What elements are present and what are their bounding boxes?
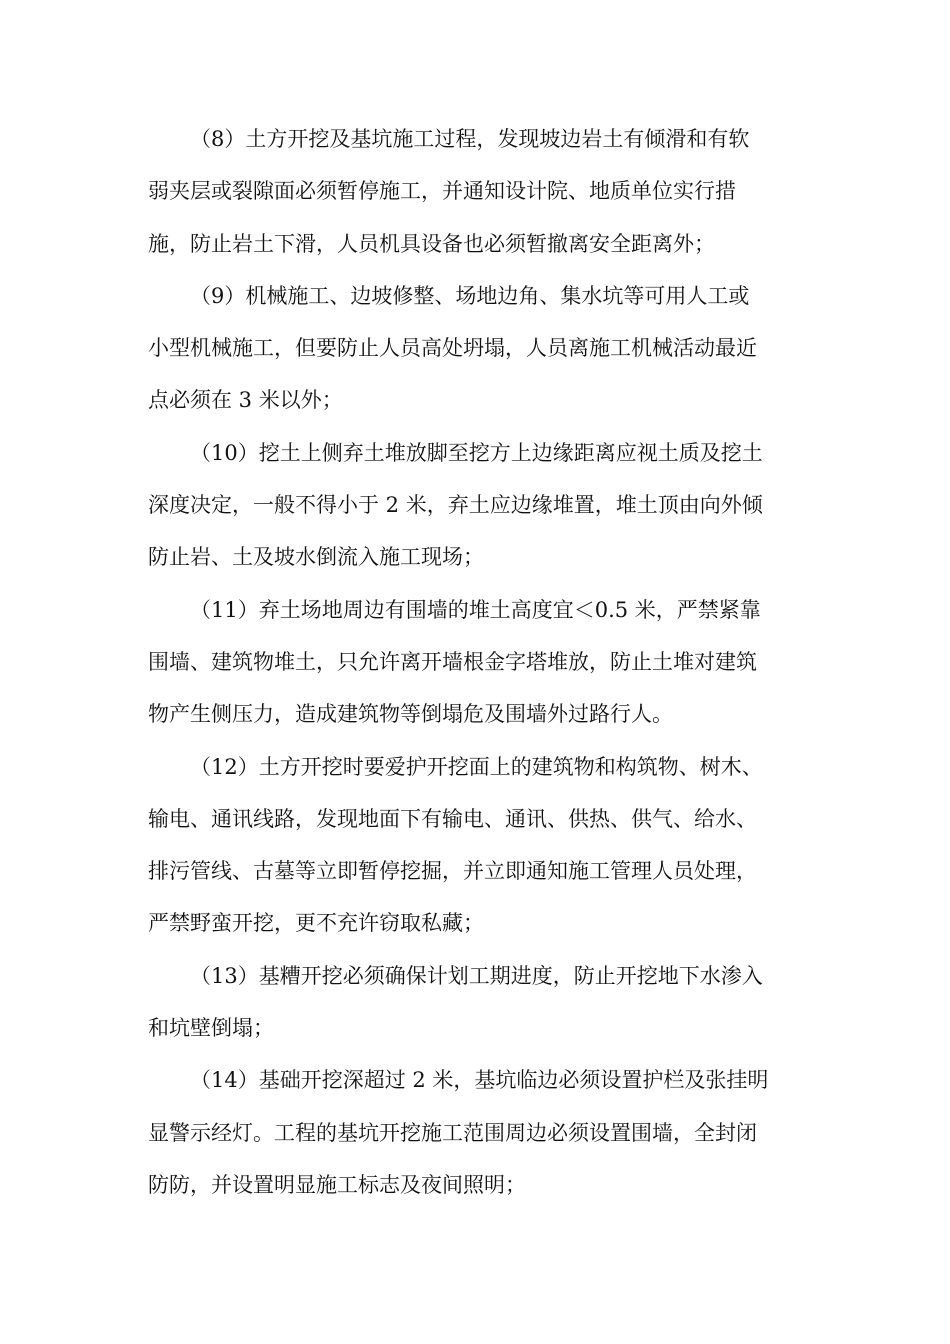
- paragraph-line: 围墙、建筑物堆土，只允许离开墙根金字塔堆放，防止土堆对建筑: [148, 649, 757, 674]
- paragraph-line: 排污管线、古墓等立即暂停挖掘，并立即通知施工管理人员处理，: [148, 859, 757, 884]
- paragraph-line: （11）弃土场地周边有围墙的堆土高度宜＜0.5 米，严禁紧靠: [190, 597, 761, 622]
- paragraph-line: 防止岩、土及坡水倒流入施工现场；: [148, 545, 484, 570]
- paragraph-line: （10）挖土上侧弃土堆放脚至挖方上边缘距离应视土质及挖土: [190, 440, 763, 465]
- paragraph-line: （13）基糟开挖必须确保计划工期进度，防止开挖地下水渗入: [190, 963, 763, 988]
- paragraph-9: [148, 270, 800, 427]
- paragraph-14: [148, 1054, 800, 1211]
- paragraph-line: 防防，并设置明显施工标志及夜间照明；: [148, 1172, 526, 1197]
- paragraph-line: 施，防止岩土下滑，人员机具设备也必须暂撤离安全距离外；: [148, 231, 715, 256]
- paragraph-8: [148, 113, 800, 270]
- paragraph-line: 点必须在 3 米以外；: [148, 388, 343, 413]
- paragraph-line: （8）土方开挖及基坑施工过程，发现坡边岩土有倾滑和有软: [190, 127, 750, 151]
- paragraph-line: 输电、通讯线路，发现地面下有输电、通讯、供热、供气、给水、: [148, 806, 757, 831]
- paragraph-13: [148, 950, 800, 1055]
- paragraph-line: 和坑壁倒塌；: [148, 1016, 274, 1041]
- paragraph-line: 弱夹层或裂隙面必须暂停施工，并通知设计院、地质单位实行措: [148, 179, 736, 204]
- paragraph-11: [148, 584, 800, 741]
- document-body: [148, 113, 800, 1211]
- paragraph-line: 显警示经灯。工程的基坑开挖施工范围周边必须设置围墙，全封闭: [148, 1120, 757, 1145]
- paragraph-line: 深度决定，一般不得小于 2 米，弃土应边缘堆置，堆土顶由向外倾: [148, 493, 763, 518]
- paragraph-line: 严禁野蛮开挖，更不充许窃取私藏；: [148, 911, 484, 936]
- paragraph-line: 物产生侧压力，造成建筑物等倒塌危及围墙外过路行人。: [148, 702, 673, 727]
- paragraph-line: （12）土方开挖时要爱护开挖面上的建筑物和构筑物、树木、: [190, 754, 763, 779]
- paragraph-10: [148, 427, 800, 584]
- paragraph-line: 小型机械施工，但要防止人员高处坍塌，人员离施工机械活动最近: [148, 336, 757, 361]
- paragraph-line: （14）基础开挖深超过 2 米，基坑临边必须设置护栏及张挂明: [190, 1068, 769, 1093]
- paragraph-line: （9）机械施工、边坡修整、场地边角、集水坑等可用人工或: [190, 283, 750, 308]
- paragraph-12: [148, 741, 800, 950]
